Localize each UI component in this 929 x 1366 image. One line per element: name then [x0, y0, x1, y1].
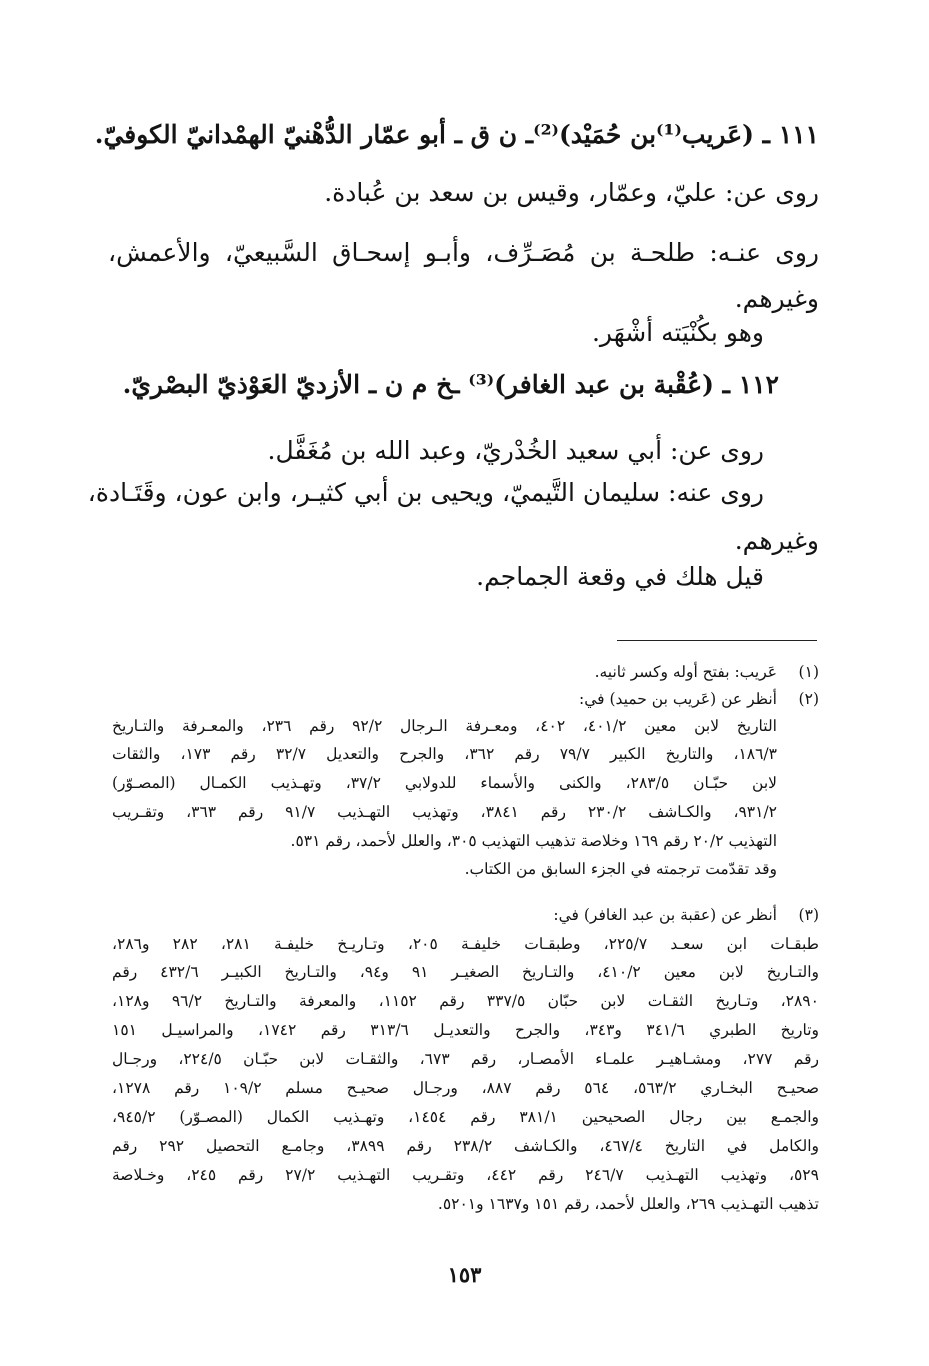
footnote-3-title: أنظر عن (عقبة بن عبد الغافر) في: [553, 906, 777, 924]
footnote-2-title: أنظر عن (عَريب بن حميد) في: [578, 690, 777, 708]
footnote-3-line: ٥٢٩، وتهذيب التهـذيب ٢٤٦/٧ رقم ٤٤٢، وتقـريب التهـذيب ٢٧/٢ رقم ٢٤٥، وخـلاصة [112, 1166, 819, 1184]
footnote-3-line: رقم ٢٧٧، ومشـاهيـر علمـاء الأمصـار، رقم ٦٧٣، والثقـات لابن حبّـان ٢٢٤/٥، ورجـال [112, 1050, 819, 1068]
footnote-3-line: طبقـات ابن سعـد ٢٢٥/٧، وطبقـات خليفـة ٢٠٥، وتـاريـخ خليفـة ٢٨١، ٢٨٢ و٢٨٦، [112, 935, 819, 953]
entry-112-note: قيل هلك في وقعة الجماجم. [476, 562, 764, 591]
entry-111-narrated-by: روى عنـه: طلحـة بن مُصَـرِّف، وأبـو إسحـاق السَّبيعيّ، والأعمش، [108, 238, 819, 267]
footnote-2-line: ١٨٦/٣، والتاريخ الكبير ٧٩/٧ رقم ٣٦٢، والجرح والتعديل ٣٢/٧ رقم ١٧٣، والثقات [112, 745, 777, 763]
footnote-3-line: صحيـح البخـاري ٥٦٣/٢، ٥٦٤ رقم ٨٨٧، ورجـال صحيـح مسلم ١٠٩/٢ رقم ١٢٧٨، [112, 1079, 819, 1097]
footnote-2-line: ٩٣١/٢، والكـاشف ٢٣٠/٢ رقم ٣٨٤١، وتهذيب التهـذيب ٩١/٧ رقم ٣٦٣، وتقـريب [112, 803, 777, 821]
entry-111-heading: ١١١ ـ (عَريب⁽¹⁾بن حُمَيْد)⁽²⁾ـ ن ق ـ أبو عمّار الدُّهْنيّ الهمْدانيّ الكوفيّ. [94, 120, 819, 149]
entry-112-heading: ١١٢ ـ (عُقْبة بن عبد الغافر)⁽³⁾ ـخ م ن ـ الأزديّ العَوْذيّ البصْريّ. [122, 370, 779, 399]
footnote-1-text: عَريب: بفتح أوله وكسر ثانيه. [594, 663, 777, 681]
footnote-3-number: (٣) [798, 906, 819, 924]
footnote-2-line: التهذيب ٢٠/٢ رقم ١٦٩ وخلاصة تذهيب التهذيب ٣٠٥، والعلل لأحمد، رقم ٥٣١. [290, 832, 777, 850]
footnote-divider [617, 640, 817, 641]
entry-112-narrated-from: روى عن: أبي سعيد الخُدْريّ، وعبد الله بن مُغَفَّل. [267, 436, 764, 465]
footnote-3-line: ٢٨٩٠، وتـاريخ الثقـات لابن حبّان ٣٣٧/٥ رقم ١١٥٢، والمعرفة والتـاريخ ٩٦/٢ و١٢٨، [112, 992, 819, 1010]
entry-111-narrated-from: روى عن: عليّ، وعمّار، وقيس بن سعد بن عُبادة. [324, 178, 819, 207]
footnote-2-number: (٢) [798, 690, 819, 708]
footnote-2-line: التاريخ لابن معين ٤٠١/٢، ٤٠٢، ومعـرفة الـرجال ٩٢/٢ رقم ٢٣٦، والمعـرفة والتـاريخ [112, 717, 777, 735]
entry-111-others: وغيرهم. [734, 284, 819, 313]
footnote-3-line: والتـاريخ لابن معين ٤١٠/٢، والتـاريخ الصغيـر ٩١ و٩٤، والتـاريخ الكبيـر ٤٣٢/٦ رقم [112, 963, 820, 981]
entry-112-others: وغيرهم. [734, 526, 819, 555]
footnote-2-line: لابن حبّـان ٢٨٣/٥، والكنى والأسماء للدولابي ٣٧/٢، وتهـذيب الكمـال (المصـوّر) [112, 774, 777, 792]
footnote-1-number: (١) [798, 663, 819, 681]
footnote-3-line: والكامل في التاريخ ٤٦٧/٤، والكـاشف ٢٣٨/٢ رقم ٣٨٩٩، وجامـع التحصيل ٢٩٢ رقم [112, 1137, 819, 1155]
page-number: ١٥٣ [447, 1262, 482, 1287]
footnote-3-line: تذهيب التهـذيب ٢٦٩، والعلل لأحمد، رقم ١٥١ و١٦٣٧ و٥٢٠١. [437, 1195, 819, 1213]
footnote-2-line: وقد تقدّمت ترجمته في الجزء السابق من الكتاب. [464, 860, 777, 878]
footnote-3-line: والجمـع بين رجال الصحيحين ٣٨١/١ رقم ١٤٥٤، وتهـذيب الكمال (المصـوّر) ٩٤٥/٢، [112, 1108, 819, 1126]
footnote-3-line: وتاريخ الطبري ٣٤١/٦ و٣٤٣، والجرح والتعديـل ٣١٣/٦ رقم ١٧٤٢، والمراسيـل ١٥١ [112, 1021, 819, 1039]
entry-111-note: وهو بكُنْيَته أشْهَر. [591, 318, 764, 347]
entry-112-narrated-by: روى عنه: سليمان التَّيميّ، ويحيى بن أبي كثيـر، وابن عون، وقَتَـادة، [87, 478, 764, 507]
